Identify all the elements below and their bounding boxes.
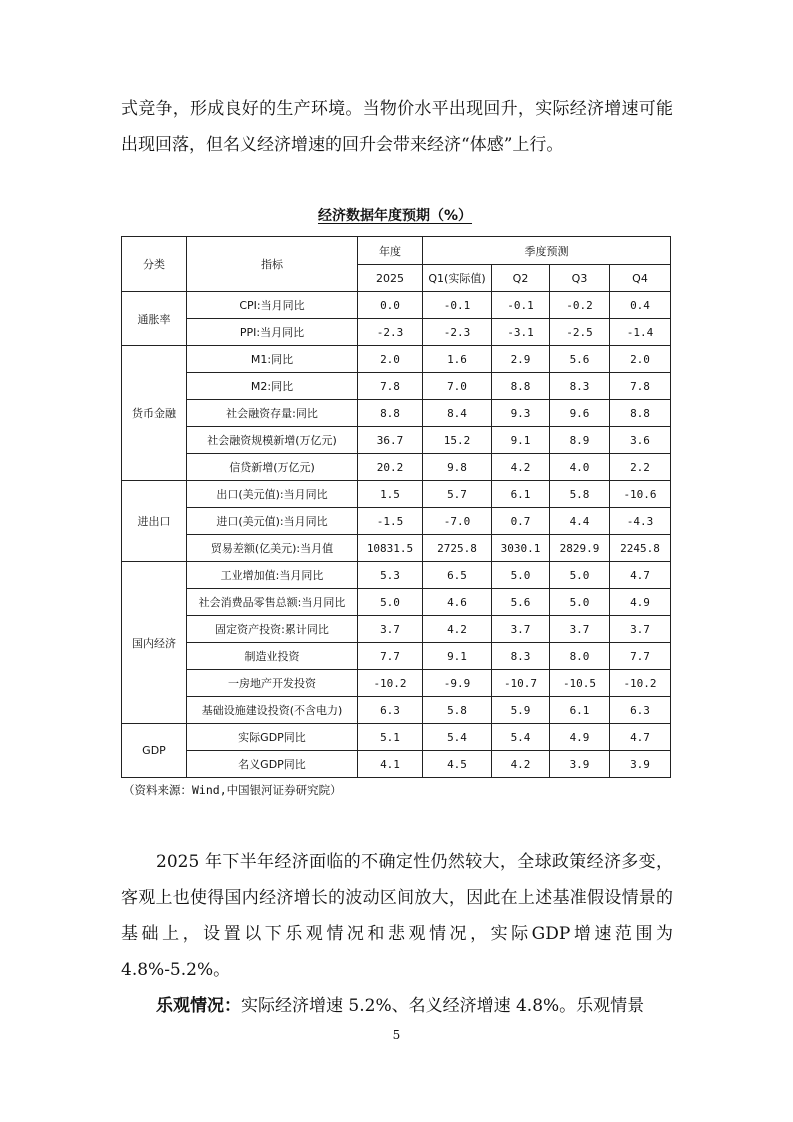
value-cell: 5.9	[492, 697, 550, 724]
value-cell: 4.2	[423, 616, 492, 643]
table-row	[122, 400, 671, 427]
indicator-cell: 制造业投资	[187, 643, 358, 670]
value-cell: 3.6	[610, 427, 671, 454]
table-row	[122, 454, 671, 481]
value-cell: 2.0	[610, 346, 671, 373]
value-cell: 0.4	[610, 292, 671, 319]
value-cell: -9.9	[423, 670, 492, 697]
value-cell: 2829.9	[550, 535, 610, 562]
value-cell: 5.0	[550, 562, 610, 589]
table-source: （资料来源：Wind,中国银河证券研究院）	[123, 783, 342, 797]
value-cell: 8.3	[550, 373, 610, 400]
table-row	[122, 616, 671, 643]
indicator-cell: 出口(美元值):当月同比	[187, 481, 358, 508]
indicator-cell: 信贷新增(万亿元)	[187, 454, 358, 481]
value-cell: 4.7	[610, 562, 671, 589]
value-cell: 5.0	[550, 589, 610, 616]
value-cell: 6.3	[358, 697, 423, 724]
header-year-group: 年度	[358, 237, 423, 265]
value-cell: 2.2	[610, 454, 671, 481]
forecast-table	[121, 236, 671, 778]
value-cell: -1.5	[358, 508, 423, 535]
value-cell: 5.6	[492, 589, 550, 616]
indicator-cell: CPI:当月同比	[187, 292, 358, 319]
value-cell: -0.1	[423, 292, 492, 319]
value-cell: 3.7	[492, 616, 550, 643]
value-cell: -2.3	[358, 319, 423, 346]
value-cell: 3.9	[610, 751, 671, 778]
indicator-cell: 社会消费品零售总额:当月同比	[187, 589, 358, 616]
value-cell: 4.1	[358, 751, 423, 778]
value-cell: 5.0	[492, 562, 550, 589]
value-cell: 6.1	[550, 697, 610, 724]
value-cell: 4.2	[492, 454, 550, 481]
indicator-cell: 贸易差额(亿美元):当月值	[187, 535, 358, 562]
value-cell: 2725.8	[423, 535, 492, 562]
value-cell: 8.0	[550, 643, 610, 670]
value-cell: 5.6	[550, 346, 610, 373]
scenario-paragraph: 2025 年下半年经济面临的不确定性仍然较大，全球政策经济多变，客观上也使得国内经济增长的波动区间放大，因此在上述基准假设情景的基础上，设置以下乐观情况和悲观情况，实际GDP增速范围为 4.8%-5.2%。	[121, 852, 673, 980]
category-cell: 国内经济	[122, 562, 187, 724]
value-cell: 5.1	[358, 724, 423, 751]
indicator-cell: PPI:当月同比	[187, 319, 358, 346]
category-cell: 进出口	[122, 481, 187, 562]
value-cell: 4.6	[423, 589, 492, 616]
value-cell: 10831.5	[358, 535, 423, 562]
indicator-cell: 实际GDP同比	[187, 724, 358, 751]
value-cell: 8.9	[550, 427, 610, 454]
value-cell: -7.0	[423, 508, 492, 535]
indicator-cell: M2:同比	[187, 373, 358, 400]
value-cell: 6.5	[423, 562, 492, 589]
value-cell: 9.3	[492, 400, 550, 427]
value-cell: 4.5	[423, 751, 492, 778]
value-cell: 7.0	[423, 373, 492, 400]
table-row	[122, 751, 671, 778]
value-cell: 4.2	[492, 751, 550, 778]
indicator-cell: 工业增加值:当月同比	[187, 562, 358, 589]
table-row	[122, 481, 671, 508]
indicator-cell: M1:同比	[187, 346, 358, 373]
intro-paragraph: 式竞争，形成良好的生产环境。当物价水平出现回升，实际经济增速可能出现回落，但名义经济增速的回升会带来经济“体感”上行。	[121, 99, 673, 155]
category-cell: 货币金融	[122, 346, 187, 481]
indicator-cell: 名义GDP同比	[187, 751, 358, 778]
value-cell: 15.2	[423, 427, 492, 454]
value-cell: -10.2	[610, 670, 671, 697]
value-cell: 8.4	[423, 400, 492, 427]
table-row	[122, 292, 671, 319]
value-cell: 6.1	[492, 481, 550, 508]
value-cell: 7.8	[358, 373, 423, 400]
value-cell: -3.1	[492, 319, 550, 346]
indicator-cell: 固定资产投资:累计同比	[187, 616, 358, 643]
value-cell: -10.2	[358, 670, 423, 697]
indicator-cell: 基础设施建设投资(不含电力)	[187, 697, 358, 724]
value-cell: 4.0	[550, 454, 610, 481]
header-indicator: 指标	[187, 237, 358, 292]
value-cell: 5.4	[423, 724, 492, 751]
table-title	[121, 205, 669, 225]
header-quarter-group: 季度预测	[423, 237, 671, 265]
table-row	[122, 724, 671, 751]
header-category: 分类	[122, 237, 187, 292]
value-cell: 8.3	[492, 643, 550, 670]
value-cell: 1.5	[358, 481, 423, 508]
table-row	[122, 346, 671, 373]
value-cell: 1.6	[423, 346, 492, 373]
value-cell: 7.8	[610, 373, 671, 400]
value-cell: -0.2	[550, 292, 610, 319]
optimistic-text: 实际经济增速 5.2%、名义经济增速 4.8%。乐观情景	[241, 996, 645, 1016]
value-cell: -10.6	[610, 481, 671, 508]
value-cell: 8.8	[610, 400, 671, 427]
value-cell: 5.7	[423, 481, 492, 508]
table-body	[122, 292, 671, 778]
table-row	[122, 373, 671, 400]
table-row	[122, 508, 671, 535]
value-cell: -10.7	[492, 670, 550, 697]
table-row	[122, 697, 671, 724]
value-cell: 7.7	[610, 643, 671, 670]
table-row	[122, 589, 671, 616]
header-q4: Q4	[610, 265, 671, 292]
category-cell: GDP	[122, 724, 187, 778]
value-cell: 4.4	[550, 508, 610, 535]
value-cell: -0.1	[492, 292, 550, 319]
value-cell: 3.7	[610, 616, 671, 643]
value-cell: 9.6	[550, 400, 610, 427]
value-cell: 5.0	[358, 589, 423, 616]
value-cell: 0.7	[492, 508, 550, 535]
indicator-cell: 进口(美元值):当月同比	[187, 508, 358, 535]
table-row	[122, 427, 671, 454]
header-year: 2025	[358, 265, 423, 292]
value-cell: 9.8	[423, 454, 492, 481]
value-cell: -2.5	[550, 319, 610, 346]
value-cell: 0.0	[358, 292, 423, 319]
value-cell: -4.3	[610, 508, 671, 535]
optimistic-paragraph	[121, 988, 673, 1024]
value-cell: -2.3	[423, 319, 492, 346]
indicator-cell: 社会融资存量:同比	[187, 400, 358, 427]
value-cell: 9.1	[492, 427, 550, 454]
table-title-text: 经济数据年度预期（%）	[317, 208, 473, 224]
value-cell: 2.9	[492, 346, 550, 373]
header-q2: Q2	[492, 265, 550, 292]
header-q3: Q3	[550, 265, 610, 292]
value-cell: -1.4	[610, 319, 671, 346]
value-cell: 3.9	[550, 751, 610, 778]
table-row	[122, 562, 671, 589]
value-cell: 5.4	[492, 724, 550, 751]
value-cell: 9.1	[423, 643, 492, 670]
value-cell: 7.7	[358, 643, 423, 670]
value-cell: 4.7	[610, 724, 671, 751]
value-cell: 8.8	[492, 373, 550, 400]
table-header	[122, 237, 671, 292]
indicator-cell: 社会融资规模新增(万亿元)	[187, 427, 358, 454]
value-cell: 4.9	[550, 724, 610, 751]
value-cell: 6.3	[610, 697, 671, 724]
header-q1: Q1(实际值)	[423, 265, 492, 292]
value-cell: 36.7	[358, 427, 423, 454]
value-cell: 3030.1	[492, 535, 550, 562]
value-cell: 8.8	[358, 400, 423, 427]
page-number: 5	[392, 1028, 401, 1042]
value-cell: 5.3	[358, 562, 423, 589]
value-cell: 3.7	[358, 616, 423, 643]
category-cell: 通胀率	[122, 292, 187, 346]
value-cell: 4.9	[610, 589, 671, 616]
optimistic-lead: 乐观情况：	[156, 996, 241, 1016]
table-row	[122, 319, 671, 346]
table-row	[122, 535, 671, 562]
value-cell: 2.0	[358, 346, 423, 373]
value-cell: -10.5	[550, 670, 610, 697]
value-cell: 5.8	[550, 481, 610, 508]
value-cell: 3.7	[550, 616, 610, 643]
value-cell: 20.2	[358, 454, 423, 481]
table-row	[122, 670, 671, 697]
indicator-cell: 一房地产开发投资	[187, 670, 358, 697]
table-row	[122, 643, 671, 670]
value-cell: 5.8	[423, 697, 492, 724]
value-cell: 2245.8	[610, 535, 671, 562]
